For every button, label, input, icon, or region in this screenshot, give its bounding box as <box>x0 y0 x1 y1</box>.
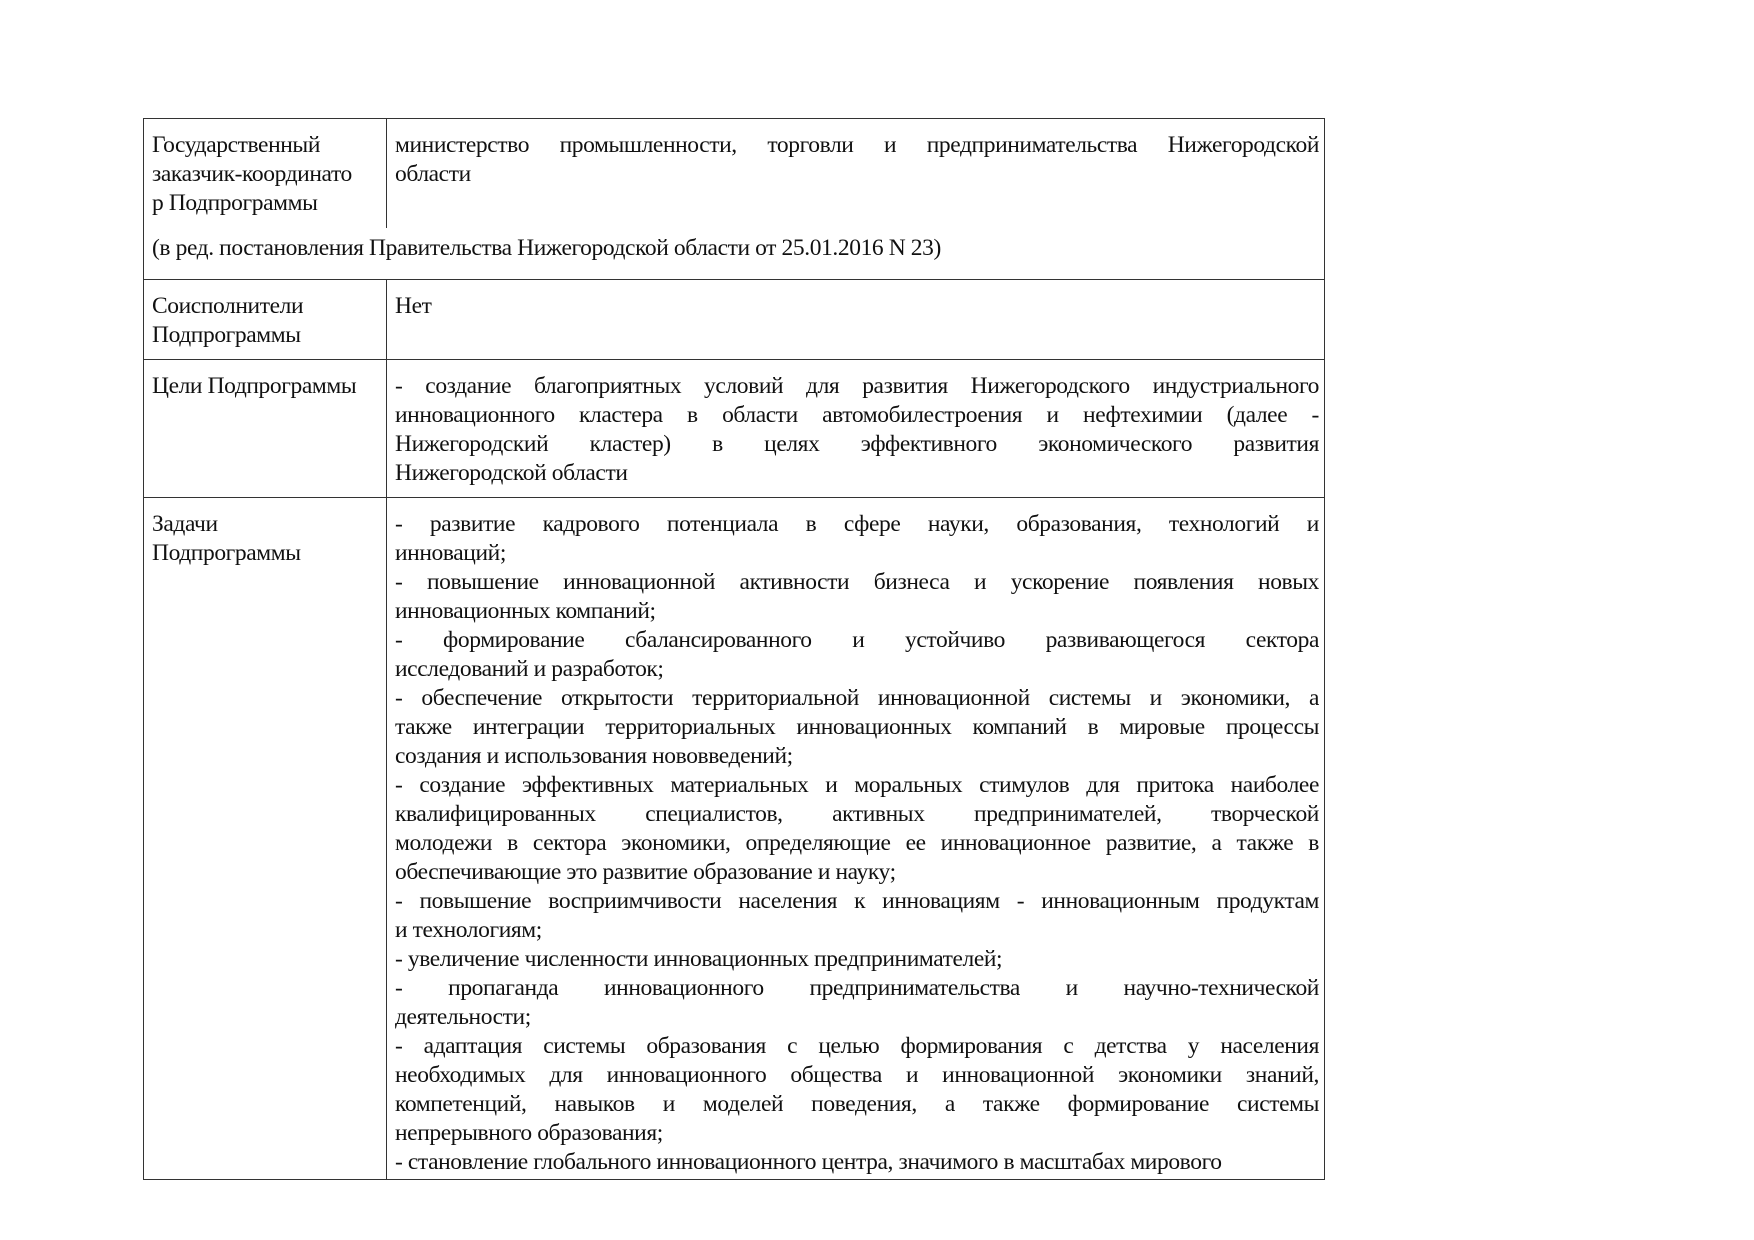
label-line: Государственный <box>152 132 320 158</box>
value-line: Нижегородской области <box>395 460 628 486</box>
value-line: - создание благоприятных условий для развития Нижегородского индустриального <box>395 373 1319 399</box>
value-line: инновационных компаний; <box>395 598 656 624</box>
value-line: молодежи в сектора экономики, определяющие ее инновационное развитие, а также в <box>395 830 1319 856</box>
value-line: - пропаганда инновационного предпринимательства и научно-технической <box>395 975 1319 1001</box>
subprogram-passport-table <box>143 118 1325 1180</box>
value-line: исследований и разработок; <box>395 656 664 682</box>
value-line: Нижегородский кластер) в целях эффективного экономического развития <box>395 431 1319 457</box>
value-line: необходимых для инновационного общества и инновационной экономики знаний, <box>395 1062 1319 1088</box>
row-label-cell <box>144 280 387 359</box>
row-value-cell <box>387 119 1324 189</box>
value-line: - формирование сбалансированного и устойчиво развивающегося сектора <box>395 627 1319 653</box>
value-line: - становление глобального инновационного центра, значимого в масштабах мирового <box>395 1149 1222 1175</box>
label-line: Подпрограммы <box>152 540 301 566</box>
label-line: Задачи <box>152 511 218 537</box>
row-value-cell <box>387 280 1324 321</box>
row-label-cell <box>144 360 387 497</box>
label-line: Цели Подпрограммы <box>152 373 357 399</box>
value-line: министерство промышленности, торговли и предпринимательства Нижегородской <box>395 132 1319 158</box>
label-line: Подпрограммы <box>152 322 301 348</box>
value-line: создания и использования нововведений; <box>395 743 793 769</box>
value-line: инновационного кластера в области автомобилестроения и нефтехимии (далее - <box>395 402 1319 428</box>
value-line: - создание эффективных материальных и моральных стимулов для притока наиболее <box>395 772 1319 798</box>
value-line: непрерывного образования; <box>395 1120 663 1146</box>
value-line: Нет <box>395 293 432 319</box>
row-label-cell <box>144 119 387 228</box>
row-tasks <box>144 497 1324 1179</box>
value-line: также интеграции территориальных инновационных компаний в мировые процессы <box>395 714 1319 740</box>
row-co-executors <box>144 279 1324 359</box>
value-line: компетенций, навыков и моделей поведения, а также формирование системы <box>395 1091 1319 1117</box>
row-label-cell <box>144 498 387 1179</box>
value-line: деятельности; <box>395 1004 531 1030</box>
value-line: - адаптация системы образования с целью формирования с детства у населения <box>395 1033 1319 1059</box>
label-line: заказчик-координато <box>152 161 352 187</box>
value-line: квалифицированных специалистов, активных предпринимателей, творческой <box>395 801 1319 827</box>
value-line: инноваций; <box>395 540 506 566</box>
value-line: области <box>395 161 471 187</box>
value-line: и технологиям; <box>395 917 542 943</box>
value-line: - повышение инновационной активности бизнеса и ускорение появления новых <box>395 569 1319 595</box>
row-value-cell <box>387 360 1324 488</box>
value-line: обеспечивающие это развитие образование и науку; <box>395 859 896 885</box>
row-goals <box>144 359 1324 497</box>
amendment-note: (в ред. постановления Правительства Нижегородской области от 25.01.2016 N 23) <box>152 235 941 261</box>
value-line: - увеличение численности инновационных предпринимателей; <box>395 946 1003 972</box>
row-customer-coordinator <box>144 119 1324 279</box>
row-value-cell <box>387 498 1324 1177</box>
value-line: - обеспечение открытости территориальной инновационной системы и экономики, а <box>395 685 1319 711</box>
label-line: р Подпрограммы <box>152 190 318 216</box>
value-line: - развитие кадрового потенциала в сфере науки, образования, технологий и <box>395 511 1319 537</box>
value-line: - повышение восприимчивости населения к инновациям - инновационным продуктам <box>395 888 1319 914</box>
label-line: Соисполнители <box>152 293 304 319</box>
